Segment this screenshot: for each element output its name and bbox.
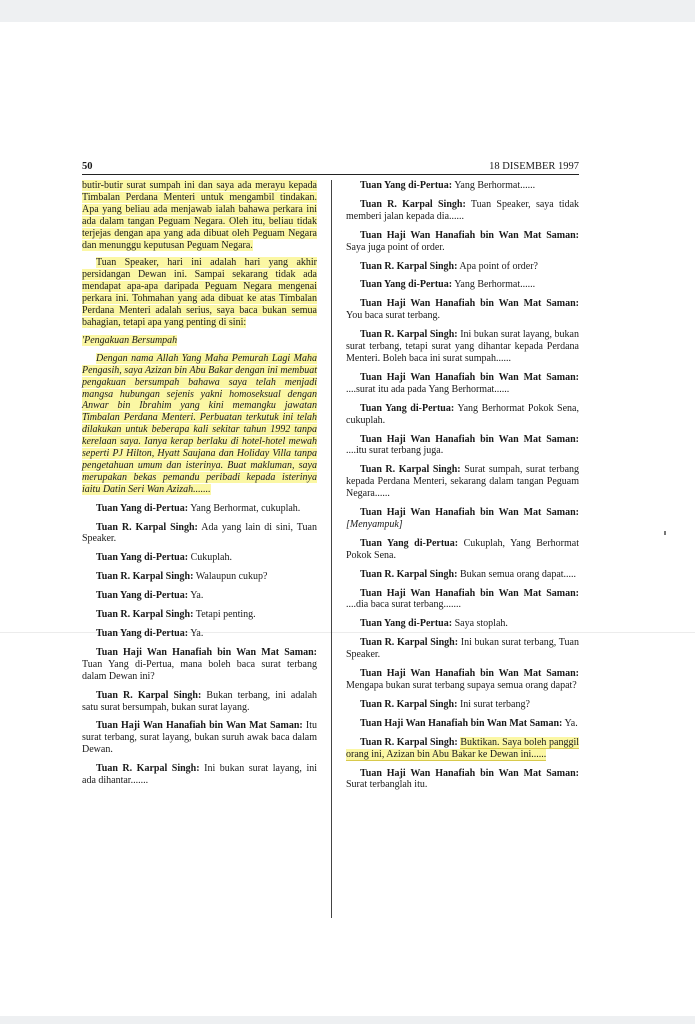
speaker-name: Tuan R. Karpal Singh: [96,609,194,621]
speech-entry [82,763,317,787]
speech-text: Cukuplah, Yang Berhormat Pokok Sena. [346,537,579,561]
speech-text: ....itu surat terbang juga. [346,445,444,457]
speech-entry [346,538,579,562]
speech-entry [346,699,579,711]
speech-text: ....surat itu ada pada Yang Berhormat...... [346,383,510,395]
speech-entry [82,503,317,515]
speaker-name: Tuan Haji Wan Hanafiah bin Wan Mat Saman: [360,507,579,519]
speaker-name: Tuan Haji Wan Hanafiah bin Wan Mat Saman: [96,720,303,732]
speech-entry [82,522,317,546]
paragraph: butir-butir surat sumpah ini dan saya ada merayu kepada Timbalan Perdana Menteri untuk mengambil tindakan. Apa yang beliau ada menjawab ialah bahawa perkara ini ada dalam tangan Peguam Negara. Oleh itu, beliau tidak terjejas dengan apa yang ada dibuat oleh Peguam Negara dan menunggu keputusan Peguam Negara. [82,180,317,251]
speech-text: Tuan Yang di-Pertua, mana boleh baca surat terbang dalam Dewan ini? [82,658,317,682]
speech-entry [346,329,579,365]
speech-entry [346,230,579,254]
speech-text: Yang Berhormat...... [454,279,536,291]
speech-text: Ini bukan surat layang, ini ada dihantar....... [82,763,317,787]
speaker-name: Tuan R. Karpal Singh: [96,689,202,701]
speaker-name: Tuan R. Karpal Singh: [96,571,194,583]
speech-text: Yang Berhormat Pokok Sena, cukuplah. [346,402,579,426]
left-column [82,180,317,794]
speech-entry [82,690,317,714]
speaker-name: Tuan Haji Wan Hanafiah bin Wan Mat Saman: [360,767,579,779]
speech-text: Saya juga point of order. [346,241,445,253]
speaker-name: Tuan Haji Wan Hanafiah bin Wan Mat Saman: [360,668,579,680]
speech-text: Bukan semua orang dapat..... [459,568,577,580]
speaker-name: Tuan R. Karpal Singh: [360,198,466,210]
speech-entry [82,571,317,583]
speech-text: Ini bukan surat terbang, Tuan Speaker. [346,637,579,661]
speech-text: Surat terbanglah itu. [346,779,428,791]
speaker-name: Tuan Haji Wan Hanafiah bin Wan Mat Saman: [96,646,317,658]
speaker-name: Tuan Yang di-Pertua: [96,552,189,564]
speaker-name: Tuan Yang di-Pertua: [96,502,189,514]
scan-top-edge [0,0,695,22]
speech-entry [82,552,317,564]
speech-entry [346,668,579,692]
speaker-name: Tuan R. Karpal Singh: [360,464,461,476]
speaker-name: Tuan Haji Wan Hanafiah bin Wan Mat Saman: [360,433,579,445]
speech-text: Yang Berhormat, cukuplah. [190,502,301,514]
speech-entry [346,261,579,273]
speaker-name: Tuan Yang di-Pertua: [96,590,189,602]
speech-text: Ya. [190,590,204,602]
speech-entry [82,628,317,640]
speech-entry [346,569,579,581]
speech-text: Walaupun cukup? [195,571,268,583]
speech-text: Cukuplah. [190,552,232,564]
speech-text: Yang Berhormat...... [454,180,536,191]
speech-entry [346,180,579,192]
paragraph: Tuan Speaker, hari ini adalah hari yang akhir persidangan Dewan ini. Sampai sekarang tidak ada mendapat apa-apa daripada Peguam Negara mengenai perkara ini. Tohmahan yang ada dibuat ke atas Timbalan Perdana Menteri adalah serius, saya baca bukan semua bahagian, tetapi apa yang penting di sini: [82,257,317,328]
speaker-name: Tuan R. Karpal Singh: [96,763,200,775]
speech-entry [346,618,579,630]
speaker-name: Tuan R. Karpal Singh: [360,637,459,649]
speech-entry [346,768,579,792]
speech-text: Mengapa bukan surat terbang supaya semua orang dapat? [346,680,577,691]
speaker-name: Tuan R. Karpal Singh: [360,329,458,341]
scan-speck [664,531,666,535]
speaker-name: Tuan Haji Wan Hanafiah bin Wan Mat Saman: [360,587,579,599]
speech-text: Tetapi penting. [195,609,256,621]
quote-body: Dengan nama Allah Yang Maha Pemurah Lagi Maha Pengasih, saya Azizan bin Abu Bakar dengan ini membuat pengakuan bersumpah bahawa saya telah menjadi mangsa hubungan sejenis yakni homoseksual dengan Anwar bin Ibrahim yang kini memangku jawatan Timbalan Perdana Menteri. Perbuatan terkutuk ini telah dilakukan untuk beberapa kali sekitar tahun 1992 tanpa kerelaan saya. Ianya kerap berlaku di hotel-hotel mewah seperti PJ Hilton, Hyatt Saujana dan Holiday Villa tanpa pengetahuan umum dan isterinya. Buat makluman, saya merupakan bekas pemandu peribadi kepada isterinya iaitu Datin Seri Wan Azizah....... [82,352,317,495]
speaker-name: Tuan Yang di-Pertua: [360,537,459,549]
speaker-name: Tuan R. Karpal Singh: [360,698,458,710]
speaker-name: Tuan Yang di-Pertua: [96,628,189,639]
quote-title: 'Pengakuan Bersumpah [82,334,178,346]
speech-text: Tuan Speaker, saya tidak memberi jalan kepada dia...... [346,198,580,222]
speech-text: ....dia baca surat terbang....... [346,599,461,611]
page-number: 50 [82,161,93,172]
speech-text: Itu surat terbang, surat layang, bukan suruh awak baca dalam Dewan. [82,720,317,756]
speech-entry [346,199,579,223]
speech-entry [82,590,317,602]
speaker-name: Tuan R. Karpal Singh: [360,568,458,580]
speech-text: [Menyampuk] [346,518,403,530]
speech-text: Ada yang lain di sini, Tuan Speaker. [82,521,317,545]
page-header [82,161,579,173]
speech-entry [346,298,579,322]
speech-entry [82,609,317,621]
right-column [346,180,579,798]
speech-entry [346,279,579,291]
speech-text: Ini bukan surat layang, bukan surat terbang, tetapi surat yang dihantar kepada Perdana Menteri. Boleh baca ini surat sumpah...... [346,329,579,364]
speech-text: Ya. [190,628,204,639]
speech-entry [346,718,579,730]
speech-text: You baca surat terbang. [346,310,440,322]
speaker-name: Tuan Yang di-Pertua: [360,618,453,630]
header-rule [82,174,579,175]
speech-text: Ya. [564,717,578,729]
speech-text: Apa point of order? [459,260,538,272]
speaker-name: Tuan Haji Wan Hanafiah bin Wan Mat Saman: [360,717,563,729]
speech-text: Surat sumpah, surat terbang kepada Perdana Menteri, sekarang dalam tangan Peguam Negara...... [346,464,580,500]
speech-entry [346,637,579,661]
speech-entry [82,647,317,683]
speech-text: Buktikan. Saya boleh panggil orang ini, Azizan bin Abu Bakar ke Dewan ini...... [346,736,579,760]
speaker-name: Tuan Haji Wan Hanafiah bin Wan Mat Saman: [360,229,579,241]
speech-text: Ini surat terbang? [459,698,530,710]
speech-entry [346,403,579,427]
speaker-name: Tuan R. Karpal Singh: [360,260,458,272]
speech-entry [346,464,579,500]
speech-entry [346,434,579,458]
speech-entry [82,720,317,756]
speech-entry [346,507,579,531]
speech-entry [346,372,579,396]
speech-entry-highlighted [346,737,579,761]
speaker-name: Tuan Haji Wan Hanafiah bin Wan Mat Saman: [360,371,579,383]
speech-text: Saya stoplah. [454,618,508,630]
speaker-name: Tuan R. Karpal Singh: [360,736,458,748]
header-date: 18 DISEMBER 1997 [489,161,579,172]
speaker-name: Tuan Yang di-Pertua: [360,402,455,414]
speaker-name: Tuan Haji Wan Hanafiah bin Wan Mat Saman: [360,298,579,310]
speech-text: Bukan terbang, ini adalah satu surat bersumpah, bukan surat layang. [82,689,318,713]
column-divider [331,180,332,918]
speaker-name: Tuan Yang di-Pertua: [360,180,453,191]
scan-bottom-edge [0,1016,695,1024]
speech-entry [346,588,579,612]
speaker-name: Tuan R. Karpal Singh: [96,521,198,533]
speaker-name: Tuan Yang di-Pertua: [360,279,453,291]
